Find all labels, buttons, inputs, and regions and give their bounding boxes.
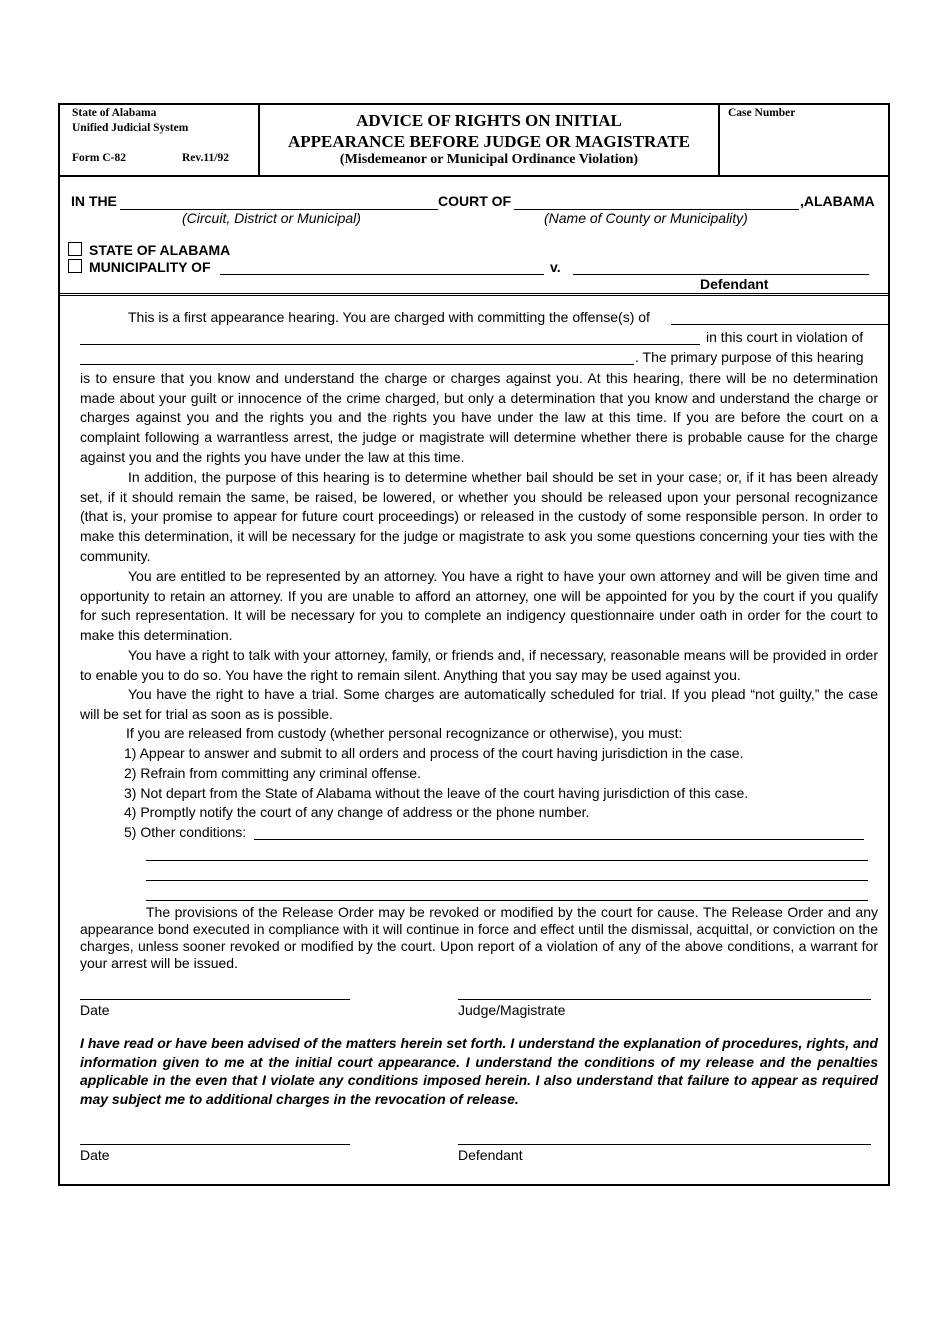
header-left-box: [60, 105, 260, 176]
county-hint: (Name of County or Municipality): [544, 210, 748, 226]
offense-field-2[interactable]: [80, 344, 700, 345]
paragraph-5: [80, 685, 878, 724]
judge-label: Judge/Magistrate: [458, 1002, 566, 1018]
date-label-2: Date: [80, 1147, 110, 1163]
paragraph-5-text: You have the right to have a trial. Some charges are automatically scheduled for trial. If you plead “not guilty,” the case will be set for trial as soon as is possible.: [80, 686, 878, 722]
form-frame: [58, 103, 890, 1186]
condition-3: 3) Not depart from the State of Alabama without the leave of the court having jurisdiction of this case.: [124, 785, 749, 801]
paragraph-6: [80, 904, 878, 972]
form-title-line-1: ADVICE OF RIGHTS ON INITIAL: [356, 111, 622, 130]
paragraph-6-text: The provisions of the Release Order may be revoked or modified by the court for cause. The Release Order and any appearance bond executed in compliance with it will continue in force and effect until the dismissal, acquittal, or conviction on the charges, unless sooner revoked or modified by the court. Upon report of a violation of any of the above conditions, a warrant for your arrest will be issued.: [80, 904, 878, 971]
date-label-1: Date: [80, 1002, 110, 1018]
statute-field[interactable]: [80, 364, 634, 365]
paragraph-4-text: You have a right to talk with your attorney, family, or friends and, if necessary, reasonable means will be provided in order to enable you to do so. You have the right to remain silent. Anything that you say may be used against you.: [80, 647, 878, 683]
org-line-1: State of Alabama: [72, 107, 157, 119]
form-subtitle: (Misdemeanor or Municipal Ordinance Violation): [339, 152, 639, 167]
violation-text: in this court in violation of: [706, 329, 864, 345]
form-number: Form C-82: [72, 152, 126, 164]
condition-2: 2) Refrain from committing any criminal offense.: [124, 765, 421, 781]
date-line-1[interactable]: [80, 999, 350, 1000]
paragraph-4: [80, 646, 878, 685]
date-line-2[interactable]: [80, 1144, 350, 1145]
condition-5: 5) Other conditions:: [124, 824, 247, 840]
condition-1: 1) Appear to answer and submit to all orders and process of the court having jurisdiction in the case.: [124, 745, 744, 761]
court-type-hint: (Circuit, District or Municipal): [182, 210, 361, 226]
form-title-line-2: APPEARANCE BEFORE JUDGE OR MAGISTRATE: [287, 132, 691, 151]
org-line-2: Unified Judicial System: [72, 122, 189, 134]
judge-signature-line[interactable]: [458, 999, 871, 1000]
case-number-box[interactable]: [720, 105, 890, 176]
other-conditions-field-4[interactable]: [146, 900, 868, 901]
defendant-signature-line[interactable]: [458, 1144, 871, 1145]
acknowledgement: I have read or have been advised of the matters herein set forth. I understand the explanation of procedures, rights, and information given to me at the initial court appearance. I understand the conditions of my release and the penalties applicable in the even that I violate any conditions imposed herein. I also understand that failure to appear as required may subject me to additional charges in the revocation of release.: [80, 1035, 878, 1107]
state-checkbox[interactable]: [68, 242, 82, 256]
municipality-name-field[interactable]: [220, 274, 544, 275]
form-revision: Rev.11/92: [182, 152, 229, 164]
defendant-signature-label: Defendant: [458, 1147, 523, 1163]
other-conditions-field-2[interactable]: [146, 860, 868, 861]
paragraph-2: [80, 468, 878, 567]
municipality-option-label: MUNICIPALITY OF: [89, 259, 211, 275]
paragraph-1-start: This is a first appearance hearing. You are charged with committing the offense(s) of: [128, 309, 650, 325]
caption-divider: [60, 293, 888, 296]
defendant-name-field[interactable]: [573, 274, 869, 275]
offense-field-1[interactable]: [671, 324, 889, 325]
other-conditions-field-3[interactable]: [146, 880, 868, 881]
header-divider: [60, 175, 888, 177]
versus-label: v.: [550, 259, 561, 275]
paragraph-1-rest: is to ensure that you know and understand the charge or charges against you. At this hearing, there will be no determination made about your guilt or innocence of the crime charged, but only a determination that you know and understand the charge or charges against you and the rights you and the rights you have under the law at this time. If you are before the court on a complaint following a warrantless arrest, the judge or magistrate will determine whether there is probable cause for the charge against you and the rights you have under the law at this time.: [80, 370, 878, 465]
paragraph-3-text: You are entitled to be represented by an attorney. You have a right to have your own attorney and will be given time and opportunity to retain an attorney. If you are unable to afford an attorney, one will be appointed for you by the court if you qualify for such representation. It will be necessary for you to complete an indigency questionnaire under oath in order for the court to make this determination.: [80, 568, 878, 644]
paragraph-3: [80, 567, 878, 646]
state-option-label: STATE OF ALABAMA: [89, 242, 231, 258]
case-number-label: Case Number: [728, 107, 796, 119]
paragraph-2-text: In addition, the purpose of this hearing is to determine whether bail should be set in your case; or, if it has been already set, if it should remain the same, be raised, be lowered, or whether you should be released upon your personal recognizance (that is, your promise to appear for future court proceedings) or released in the custody of some responsible person. In order to make this determination, it will be necessary for the judge or magistrate to ask you some questions concerning your ties with the community.: [80, 469, 878, 564]
header-title-box: [260, 105, 720, 176]
other-conditions-field-1[interactable]: [254, 839, 864, 840]
purpose-text: . The primary purpose of this hearing: [635, 349, 864, 365]
alabama-label: ,ALABAMA: [800, 193, 875, 209]
in-the-label: IN THE: [71, 193, 117, 209]
defendant-label: Defendant: [700, 276, 769, 292]
municipality-checkbox[interactable]: [68, 259, 82, 273]
court-of-label: COURT OF: [438, 193, 512, 209]
condition-4: 4) Promptly notify the court of any change of address or the phone number.: [124, 804, 590, 820]
release-intro: If you are released from custody (whether personal recognizance or otherwise), you must:: [126, 725, 683, 741]
